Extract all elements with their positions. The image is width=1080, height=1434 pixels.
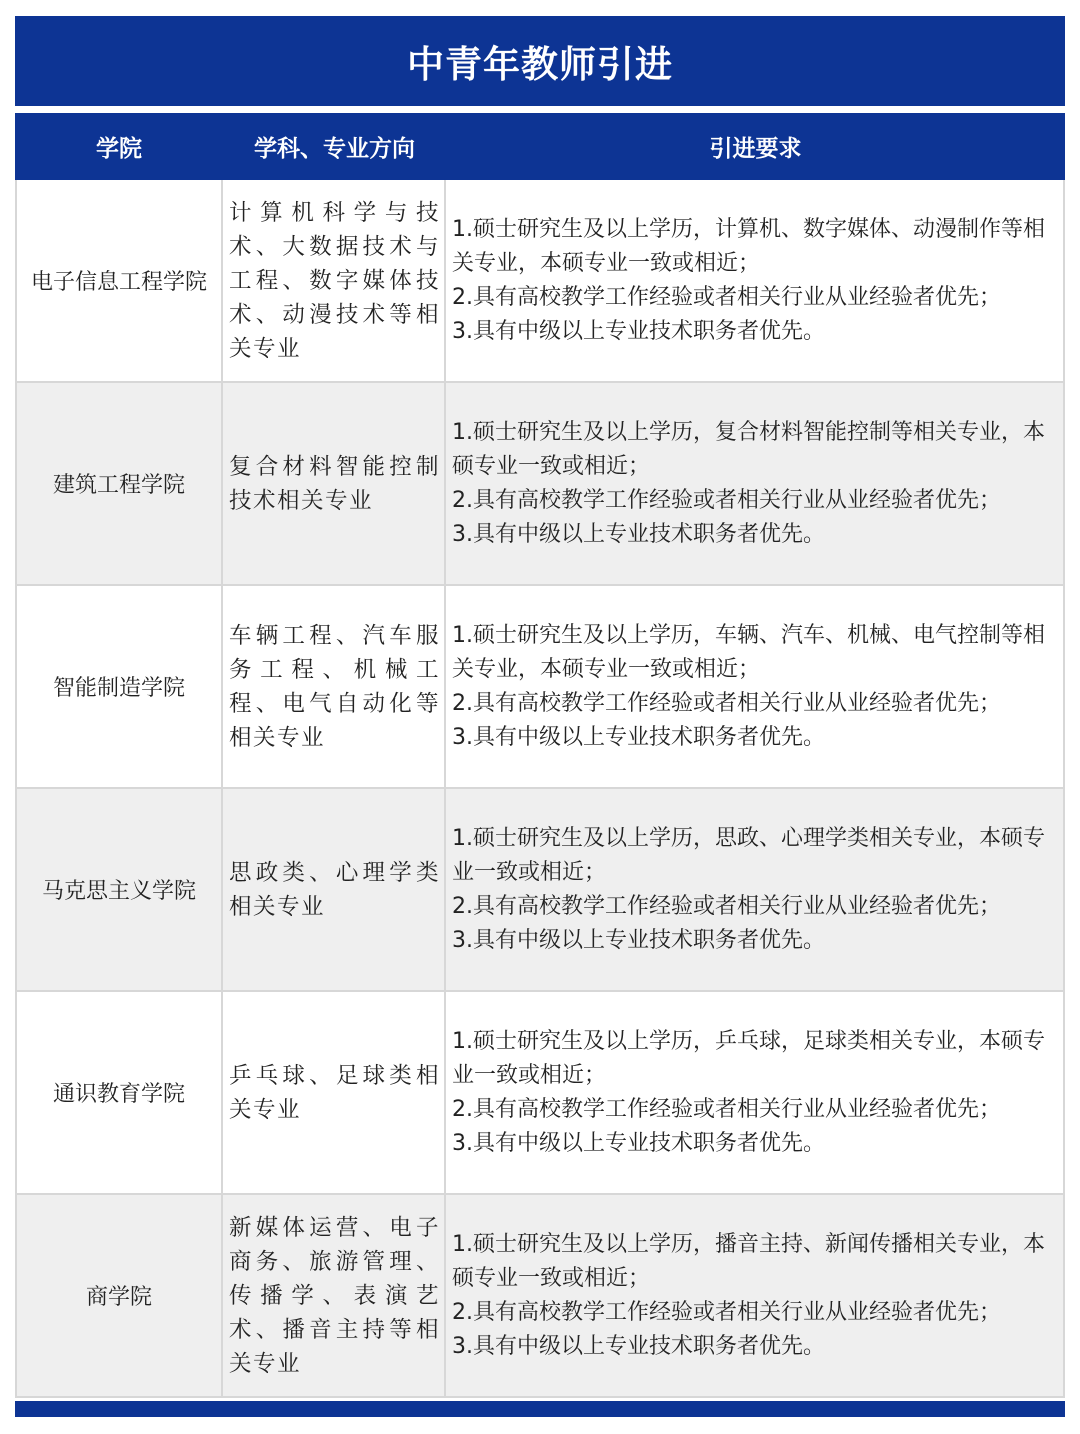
table-row xyxy=(15,789,1065,992)
requirements-cell xyxy=(446,586,1065,787)
table-row xyxy=(15,992,1065,1195)
requirement-line: 1.硕士研究生及以上学历，计算机、数字媒体、动漫制作等相关专业，本硕专业一致或相近； xyxy=(452,216,1045,276)
header-requirements: 引进要求 xyxy=(709,136,802,162)
college-cell: 马克思主义学院 xyxy=(15,789,223,990)
requirement-line: 2.具有高校教学工作经验或者相关行业从业经验者优先； xyxy=(452,893,1001,919)
requirement-line: 2.具有高校教学工作经验或者相关行业从业经验者优先； xyxy=(452,487,1001,513)
table-row xyxy=(15,1195,1065,1398)
requirements-cell xyxy=(446,383,1065,584)
college-cell: 电子信息工程学院 xyxy=(15,180,223,381)
requirement-line: 3.具有中级以上专业技术职务者优先。 xyxy=(452,521,825,547)
requirement-line: 3.具有中级以上专业技术职务者优先。 xyxy=(452,1130,825,1156)
table-row xyxy=(15,180,1065,383)
requirement-line: 2.具有高校教学工作经验或者相关行业从业经验者优先； xyxy=(452,690,1001,716)
header-major: 学科、专业方向 xyxy=(254,136,415,162)
major-cell: 乒乓球、足球类相关专业 xyxy=(223,992,446,1193)
college-cell: 商学院 xyxy=(15,1195,223,1396)
major-cell: 车辆工程、汽车服务工程、机械工程、电气自动化等相关专业 xyxy=(223,586,446,787)
requirement-line: 3.具有中级以上专业技术职务者优先。 xyxy=(452,724,825,750)
requirements-cell xyxy=(446,180,1065,381)
requirements-cell xyxy=(446,1195,1065,1396)
title-divider xyxy=(15,106,1065,113)
table-header xyxy=(15,113,1065,180)
header-college: 学院 xyxy=(96,136,142,162)
requirement-line: 1.硕士研究生及以上学历，播音主持、新闻传播相关专业，本硕专业一致或相近； xyxy=(452,1231,1045,1291)
footer-bar xyxy=(15,1401,1065,1417)
college-cell: 建筑工程学院 xyxy=(15,383,223,584)
requirement-line: 3.具有中级以上专业技术职务者优先。 xyxy=(452,927,825,953)
requirement-line: 1.硕士研究生及以上学历，思政、心理学类相关专业，本硕专业一致或相近； xyxy=(452,825,1045,885)
recruitment-table xyxy=(15,16,1065,1417)
college-cell: 智能制造学院 xyxy=(15,586,223,787)
major-cell: 思政类、心理学类相关专业 xyxy=(223,789,446,990)
requirement-line: 2.具有高校教学工作经验或者相关行业从业经验者优先； xyxy=(452,1299,1001,1325)
requirements-cell xyxy=(446,992,1065,1193)
major-cell: 计算机科学与技术、大数据技术与工程、数字媒体技术、动漫技术等相关专业 xyxy=(223,180,446,381)
page-title: 中青年教师引进 xyxy=(15,16,1065,106)
major-cell: 新媒体运营、电子商务、旅游管理、传播学、表演艺术、播音主持等相关专业 xyxy=(223,1195,446,1396)
table-row xyxy=(15,586,1065,789)
requirement-line: 2.具有高校教学工作经验或者相关行业从业经验者优先； xyxy=(452,1096,1001,1122)
requirements-cell xyxy=(446,789,1065,990)
requirement-line: 3.具有中级以上专业技术职务者优先。 xyxy=(452,1333,825,1359)
requirement-line: 1.硕士研究生及以上学历，乒乓球，足球类相关专业，本硕专业一致或相近； xyxy=(452,1028,1045,1088)
requirement-line: 3.具有中级以上专业技术职务者优先。 xyxy=(452,318,825,344)
table-row xyxy=(15,383,1065,586)
requirement-line: 1.硕士研究生及以上学历，车辆、汽车、机械、电气控制等相关专业，本硕专业一致或相近； xyxy=(452,622,1045,682)
requirement-line: 1.硕士研究生及以上学历，复合材料智能控制等相关专业，本硕专业一致或相近； xyxy=(452,419,1045,479)
college-cell: 通识教育学院 xyxy=(15,992,223,1193)
requirement-line: 2.具有高校教学工作经验或者相关行业从业经验者优先； xyxy=(452,284,1001,310)
major-cell: 复合材料智能控制技术相关专业 xyxy=(223,383,446,584)
